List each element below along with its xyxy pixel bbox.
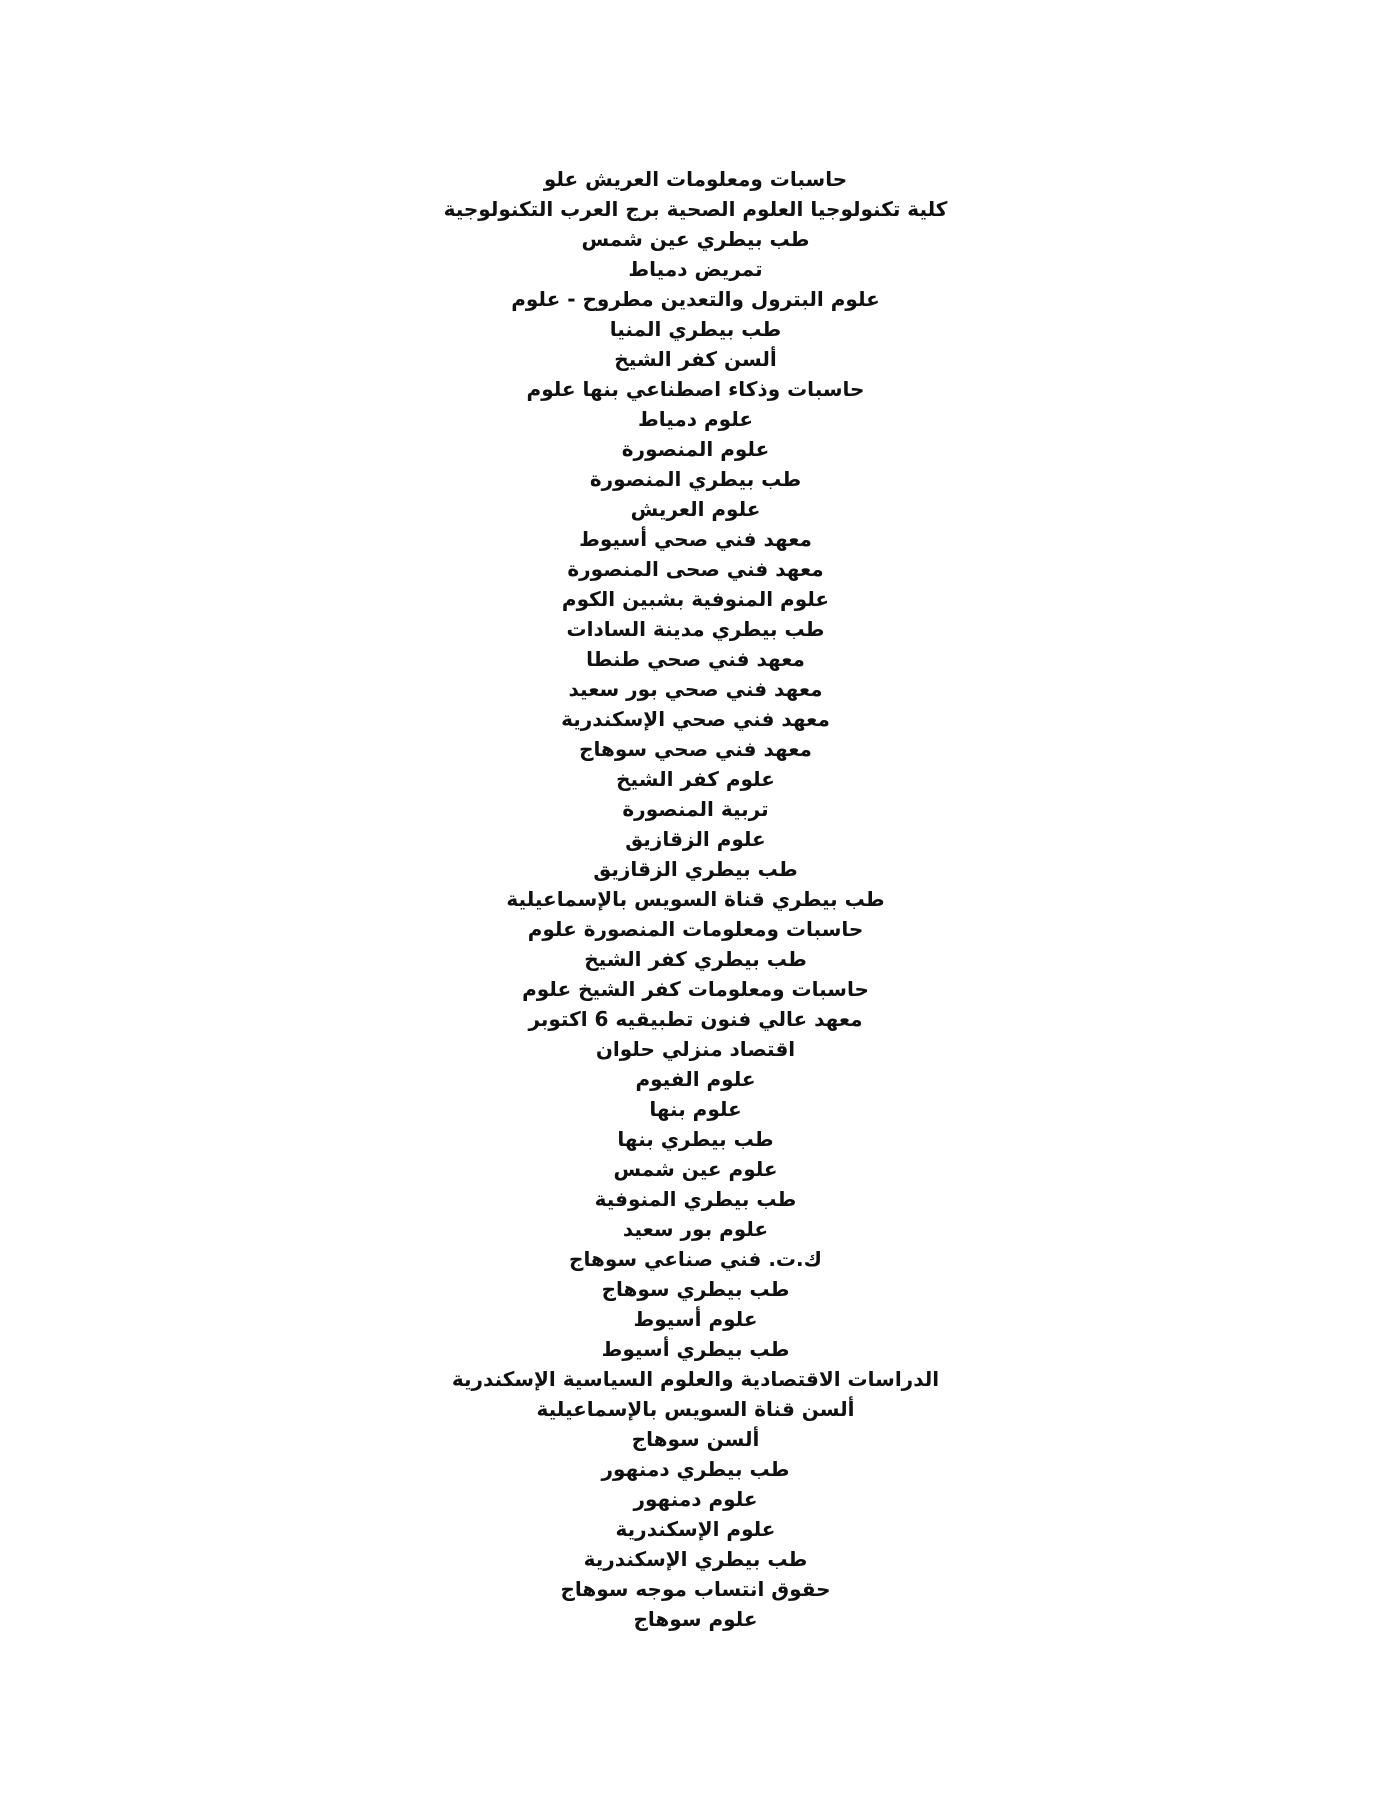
list-item: علوم بنها xyxy=(649,1097,742,1121)
list-item: علوم العريش xyxy=(630,497,761,521)
list-item: ألسن قناة السويس بالإسماعيلية xyxy=(536,1397,855,1421)
list-item: تمريض دمياط xyxy=(628,257,763,281)
list-item: ألسن سوهاج xyxy=(631,1427,760,1451)
list-item: علوم الفيوم xyxy=(635,1067,756,1091)
list-item: علوم الزقازيق xyxy=(625,827,766,851)
list-item: حقوق انتساب موجه سوهاج xyxy=(560,1577,831,1601)
list-item: طب بيطري المنوفية xyxy=(594,1187,797,1211)
list-item: علوم كفر الشيخ xyxy=(616,767,775,791)
list-item: طب بيطري دمنهور xyxy=(601,1457,790,1481)
list-item: علوم دمنهور xyxy=(633,1487,758,1511)
list-item: طب بيطري الإسكندرية xyxy=(583,1547,808,1571)
list-item: تربية المنصورة xyxy=(622,797,769,821)
list-item: علوم المنوفية بشبين الكوم xyxy=(561,587,830,611)
list-item: معهد فني صحي بور سعيد xyxy=(568,677,823,701)
list-item: طب بيطري أسيوط xyxy=(601,1337,790,1361)
list-item: حاسبات ومعلومات المنصورة علوم xyxy=(527,917,864,941)
list-item: طب بيطري عين شمس xyxy=(581,227,810,251)
list-item: علوم الإسكندرية xyxy=(615,1517,776,1541)
list-item: اقتصاد منزلي حلوان xyxy=(595,1037,796,1061)
list-item: حاسبات ومعلومات كفر الشيخ علوم xyxy=(522,977,869,1001)
list-item: طب بيطري المنصورة xyxy=(589,467,802,491)
list-item: معهد فني صحى المنصورة xyxy=(567,557,824,581)
list-item: طب بيطري سوهاج xyxy=(601,1277,790,1301)
list-item: طب بيطري الزقازيق xyxy=(593,857,798,881)
list-item: علوم دمياط xyxy=(637,407,754,431)
list-item: معهد فني صحي الإسكندرية xyxy=(561,707,830,731)
list-item: طب بيطري المنيا xyxy=(609,317,782,341)
list-item: علوم البترول والتعدين مطروح - علوم xyxy=(511,287,880,311)
list-item: كلية تكنولوجيا العلوم الصحية برج العرب التكنولوجية xyxy=(443,197,948,221)
list-item: حاسبات ومعلومات العريش علو xyxy=(543,167,848,191)
list-item: علوم سوهاج xyxy=(633,1607,758,1631)
list-item: معهد عالي فنون تطبيقيه 6 اكتوبر xyxy=(528,1007,863,1031)
faculty-list xyxy=(0,164,1391,1634)
list-item: علوم بور سعيد xyxy=(622,1217,769,1241)
list-item: ألسن كفر الشيخ xyxy=(614,347,777,371)
list-item: علوم أسيوط xyxy=(633,1307,758,1331)
list-item: طب بيطري كفر الشيخ xyxy=(584,947,807,971)
list-item: معهد فني صحي طنطا xyxy=(586,647,805,671)
list-item: حاسبات وذكاء اصطناعي بنها علوم xyxy=(526,377,865,401)
list-item: طب بيطري بنها xyxy=(617,1127,774,1151)
list-item: معهد فني صحي أسيوط xyxy=(579,527,812,551)
list-item: الدراسات الاقتصادية والعلوم السياسية الإسكندرية xyxy=(451,1367,940,1391)
list-item: معهد فني صحي سوهاج xyxy=(579,737,812,761)
list-item: طب بيطري قناة السويس بالإسماعيلية xyxy=(506,887,885,911)
list-item: ك.ت. فني صناعي سوهاج xyxy=(569,1247,822,1271)
list-item: طب بيطري مدينة السادات xyxy=(566,617,825,641)
list-item: علوم عين شمس xyxy=(613,1157,778,1181)
list-item: علوم المنصورة xyxy=(621,437,770,461)
